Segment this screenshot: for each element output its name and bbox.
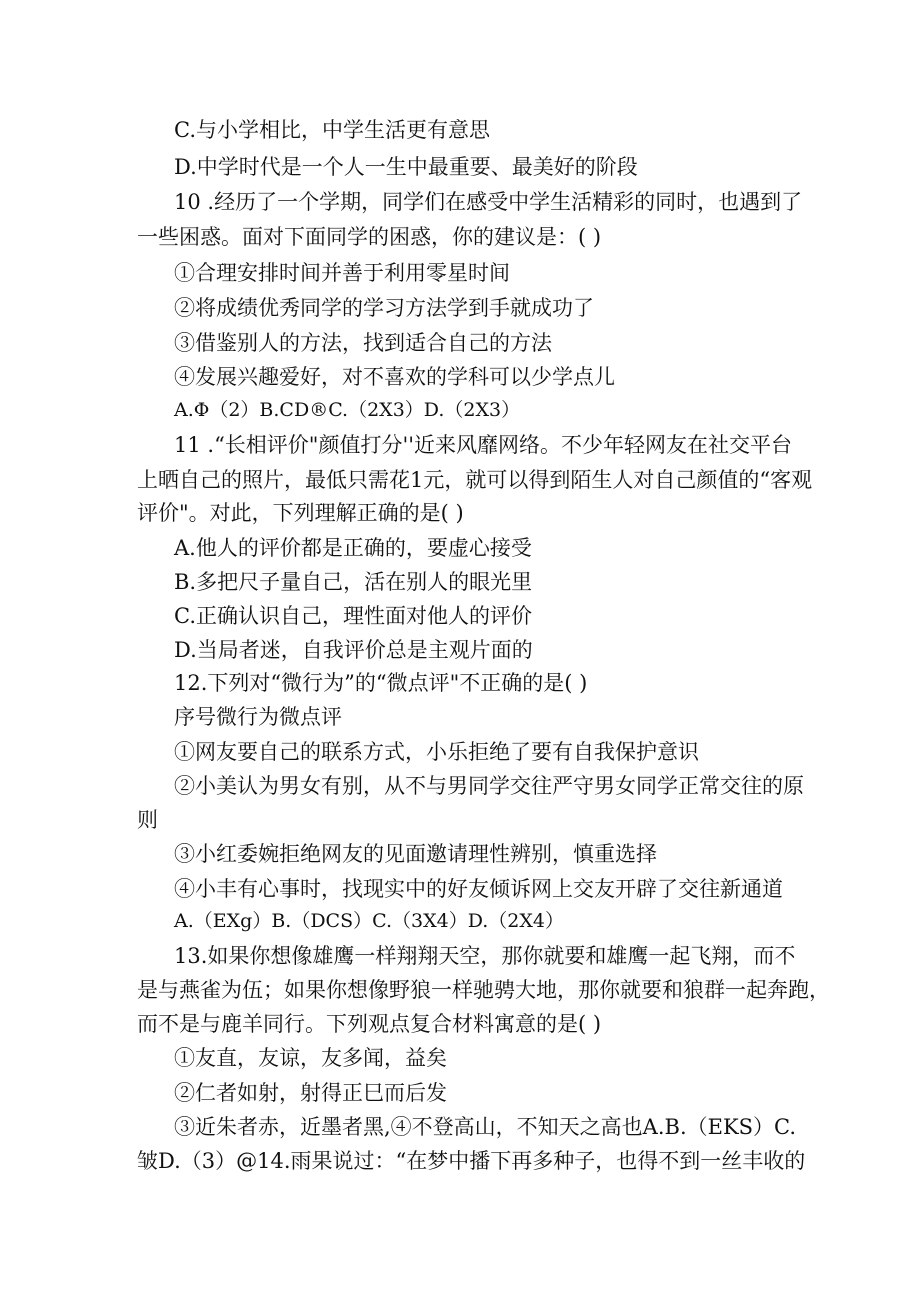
option-line: ②仁者如射，射得正巳而后发 xyxy=(174,1081,447,1105)
option-line: ④发展兴趣爱好，对不喜欢的学科可以少学点儿 xyxy=(174,365,615,389)
question-13-line: 13.如果你想像雄鹰一样翔翔天空，那你就要和雄鹰一起飞翔，而不 xyxy=(174,944,796,968)
question-10-line: 10 .经历了一个学期，同学们在感受中学生活精彩的同时，也遇到了 xyxy=(174,190,803,214)
answer-choices: A.Φ（2）B.CD®C.（2X3）D.（2X3） xyxy=(174,399,521,421)
text-line: 是与燕雀为伍；如果你想像野狼一样驰骋大地，那你就要和狼群一起奔跑， xyxy=(137,978,830,1002)
option-line: ③小红委婉拒绝网友的见面邀请理性辨别，慎重选择 xyxy=(174,842,657,866)
option-line: ②小美认为男女有别，从不与男同学交往严守男女同学正常交往的原 xyxy=(174,774,804,798)
option-line: ④小丰有心事时，找现实中的好友倾诉网上交友开辟了交往新通道 xyxy=(174,877,783,901)
option-line: ①友直，友谅，友多闻，益矣 xyxy=(174,1046,447,1070)
option-line: ③借鉴别人的方法，找到适合自己的方法 xyxy=(174,331,552,355)
question-12-line: 12.下列对“微行为”的“微点评"不正确的是( ) xyxy=(174,671,588,695)
option-line: ①合理安排时间并善于利用零星时间 xyxy=(174,261,510,285)
text-line: 皱D.（3）@14.雨果说过：“在梦中播下再多种子，也得不到一丝丰收的 xyxy=(137,1149,806,1173)
option-line: A.他人的评价都是正确的，要虚心接受 xyxy=(174,536,532,560)
answer-choices: A.（EXg）B.（DCS）C.（3X4）D.（2X4） xyxy=(174,910,565,932)
table-header-line: 序号微行为微点评 xyxy=(174,705,342,729)
option-line: ③近朱者赤，近墨者黑,④不登高山，不知天之高也A.B.（EKS）C. xyxy=(174,1115,797,1139)
option-line: B.多把尺子量自己，活在别人的眼光里 xyxy=(174,570,533,594)
option-line: D.当局者迷，自我评价总是主观片面的 xyxy=(174,638,533,662)
text-line: 评价"。对此，下列理解正确的是( ) xyxy=(137,501,464,525)
text-line: D.中学时代是一个人一生中最重要、最美好的阶段 xyxy=(174,155,638,179)
text-line: C.与小学相比，中学生活更有意思 xyxy=(174,118,490,142)
text-line: 上晒自己的照片，最低只需花1元，就可以得到陌生人对自己颜值的“客观 xyxy=(137,468,813,492)
option-line: ②将成绩优秀同学的学习方法学到手就成功了 xyxy=(174,296,594,320)
text-line: 而不是与鹿羊同行。下列观点复合材料寓意的是( ) xyxy=(137,1012,602,1036)
option-line: ①网友要自己的联系方式，小乐拒绝了要有自我保护意识 xyxy=(174,740,699,764)
option-line: C.正确认识自己，理性面对他人的评价 xyxy=(174,604,532,628)
text-line: 则 xyxy=(137,808,158,832)
text-line: 一些困惑。面对下面同学的困惑，你的建议是：( ) xyxy=(137,225,602,249)
question-11-line: 11 .“长相评价"颜值打分''近来风靡网络。不少年轻网友在社交平台 xyxy=(174,433,793,457)
